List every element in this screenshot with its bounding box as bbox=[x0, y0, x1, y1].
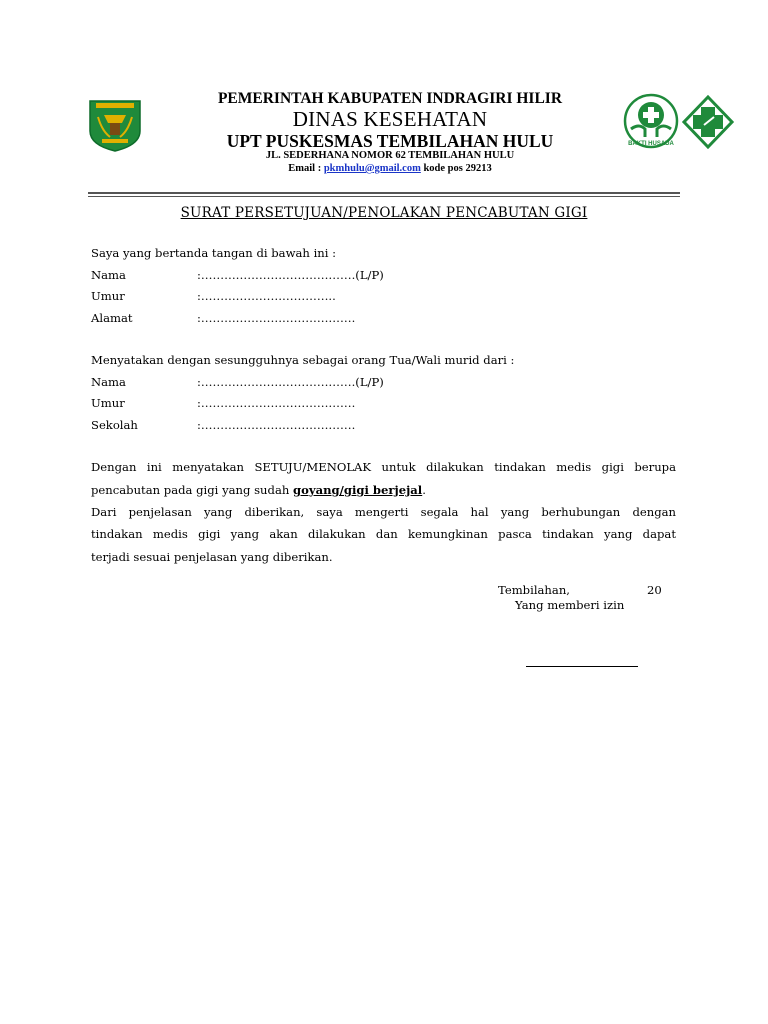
child-school-label: Sekolah bbox=[91, 418, 138, 432]
statement-line-3: Dari penjelasan yang diberikan, saya mengerti segala hal yang berhubungan dengan bbox=[91, 505, 676, 519]
facility-name: UPT PUSKESMAS TEMBILAHAN HULU bbox=[226, 131, 554, 151]
statement-line-2 bbox=[91, 483, 676, 497]
email-link[interactable]: pkmhulu@gmail.com bbox=[323, 163, 421, 174]
child-age-field: :…………………………………. bbox=[197, 396, 356, 410]
signature-place-date: Tembilahan, bbox=[498, 583, 570, 597]
statement-line-4: tindakan medis gigi yang akan dilakukan dan kemungkinan pasca tindakan yang dapat bbox=[91, 527, 676, 541]
header-rule-thick bbox=[88, 192, 680, 194]
signer-age-label: Umur bbox=[91, 289, 125, 303]
bakti-husada-logo bbox=[623, 93, 679, 149]
logo-caption: BAKTI HUSADA bbox=[628, 141, 674, 147]
address-line: JL. SEDERHANA NOMOR 62 TEMBILAHAN HULU bbox=[265, 150, 515, 161]
email-label: Email : bbox=[288, 163, 324, 174]
signer-name-field: :………………………………….(L/P) bbox=[197, 268, 384, 282]
header-rule-thin bbox=[88, 196, 680, 197]
intro-text: Saya yang bertanda tangan di bawah ini : bbox=[91, 246, 337, 260]
child-name-field: :………………………………….(L/P) bbox=[197, 375, 384, 389]
contact-line bbox=[150, 163, 630, 174]
signer-age-field: :…………………………….. bbox=[197, 289, 336, 303]
government-name: PEMERINTAH KABUPATEN INDRAGIRI HILIR bbox=[217, 90, 563, 107]
signer-address-label: Alamat bbox=[91, 311, 133, 325]
child-name-label: Nama bbox=[91, 375, 126, 389]
condition-emphasis: goyang/gigi berjejal bbox=[293, 483, 423, 497]
agency-name: DINAS KESEHATAN bbox=[292, 107, 488, 131]
health-cross-logo bbox=[682, 95, 734, 149]
guardian-intro-text: Menyatakan dengan sesungguhnya sebagai orang Tua/Wali murid dari : bbox=[91, 353, 515, 367]
statement-line-5: terjadi sesuai penjelasan yang diberikan. bbox=[91, 550, 333, 564]
signature-year: 20 bbox=[647, 583, 662, 597]
signature-line bbox=[526, 666, 638, 667]
signer-address-field: :…………………………………. bbox=[197, 311, 356, 325]
postal-code: kode pos 29213 bbox=[420, 163, 492, 174]
regency-emblem-logo bbox=[86, 97, 144, 153]
signature-role: Yang memberi izin bbox=[515, 598, 625, 612]
document-title: SURAT PERSETUJUAN/PENOLAKAN PENCABUTAN GIGI bbox=[180, 205, 588, 221]
statement-line-2-text: pencabutan pada gigi yang sudah bbox=[91, 483, 294, 497]
statement-line-2-end: . bbox=[422, 483, 426, 497]
statement-line-1: Dengan ini menyatakan SETUJU/MENOLAK untuk dilakukan tindakan medis gigi berupa bbox=[91, 460, 676, 474]
child-school-field: :…………………………………. bbox=[197, 418, 356, 432]
signer-name-label: Nama bbox=[91, 268, 126, 282]
child-age-label: Umur bbox=[91, 396, 125, 410]
